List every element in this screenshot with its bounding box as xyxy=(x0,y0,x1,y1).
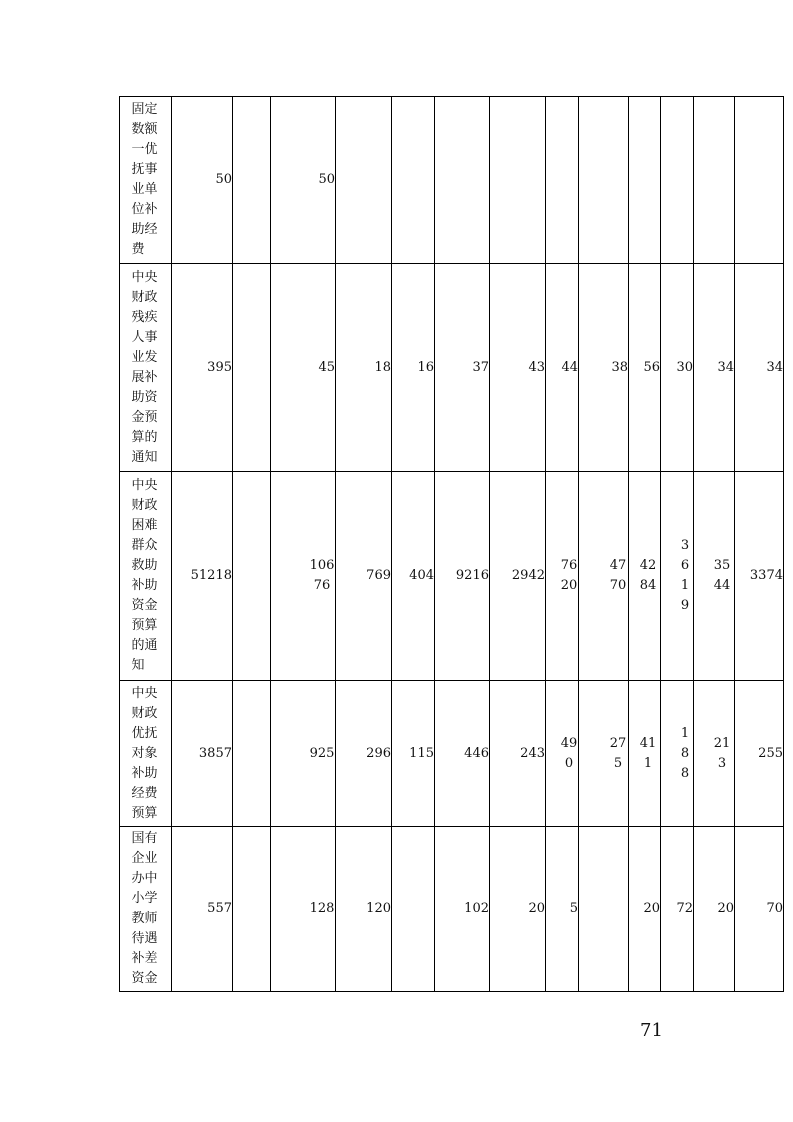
row-label-text: 中央财政优抚对象补助经费预算 xyxy=(131,685,158,821)
table-cell xyxy=(546,97,579,264)
cell-value: 38 xyxy=(611,359,628,375)
cell-value: 557 xyxy=(207,901,232,916)
table-cell xyxy=(735,827,784,992)
table-cell xyxy=(271,264,336,472)
table-cell xyxy=(490,472,546,681)
cell-value: 51218 xyxy=(190,568,232,583)
table-cell xyxy=(546,264,579,472)
table-cell xyxy=(233,472,271,681)
table-cell xyxy=(661,97,694,264)
cell-value: 4284 xyxy=(639,558,657,593)
table-cell xyxy=(435,681,490,827)
table-cell xyxy=(392,827,435,992)
table-cell xyxy=(392,472,435,681)
row-label-text: 国有企业办中小学教师待遇补差资金 xyxy=(131,831,158,986)
row-label-text: 固定数额一优抚事业单位补助经费 xyxy=(131,102,158,257)
table-cell xyxy=(661,472,694,681)
table-cell xyxy=(735,264,784,472)
table-cell xyxy=(490,827,546,992)
cell-value: 7620 xyxy=(560,558,578,593)
cell-value: 296 xyxy=(366,745,391,761)
table-cell xyxy=(629,681,661,827)
cell-value: 43 xyxy=(528,359,545,375)
table-cell xyxy=(661,681,694,827)
table-row xyxy=(120,264,784,472)
table-cell xyxy=(629,264,661,472)
cell-value: 769 xyxy=(366,568,391,583)
table-cell xyxy=(490,264,546,472)
table-cell xyxy=(271,827,336,992)
table-cell xyxy=(172,472,233,681)
table-row xyxy=(120,472,784,681)
table-cell xyxy=(546,472,579,681)
table-cell xyxy=(271,472,336,681)
page-number: 71 xyxy=(640,1020,663,1041)
cell-value: 3374 xyxy=(749,568,783,583)
cell-value: 56 xyxy=(643,359,660,375)
table-cell xyxy=(579,97,629,264)
table-cell xyxy=(271,681,336,827)
cell-value: 3619 xyxy=(680,538,690,613)
table-cell xyxy=(392,97,435,264)
table-cell xyxy=(336,827,392,992)
cell-value: 490 xyxy=(560,735,578,771)
table-cell xyxy=(735,681,784,827)
cell-value: 5 xyxy=(569,901,578,916)
cell-value: 10676 xyxy=(309,558,335,593)
row-label-text: 中央财政困难群众救助补助资金预算的通知 xyxy=(131,478,158,673)
table-cell xyxy=(435,827,490,992)
table-cell xyxy=(735,472,784,681)
table-cell xyxy=(336,472,392,681)
table-cell xyxy=(694,97,735,264)
cell-value: 34 xyxy=(717,359,734,375)
table-cell xyxy=(233,264,271,472)
cell-value: 255 xyxy=(758,745,783,761)
table-cell xyxy=(172,97,233,264)
row-label xyxy=(120,827,172,992)
table-cell xyxy=(629,97,661,264)
table-cell xyxy=(435,97,490,264)
cell-value: 115 xyxy=(409,745,434,761)
row-label xyxy=(120,681,172,827)
cell-value: 243 xyxy=(520,745,545,761)
cell-value: 37 xyxy=(472,359,489,375)
table-cell xyxy=(490,681,546,827)
table-cell xyxy=(629,827,661,992)
table-cell xyxy=(546,827,579,992)
cell-value: 4770 xyxy=(609,558,627,593)
cell-value: 20 xyxy=(528,901,545,916)
cell-value: 18 xyxy=(374,359,391,375)
cell-value: 3857 xyxy=(198,745,232,761)
cell-value: 213 xyxy=(713,735,731,771)
table-cell xyxy=(735,97,784,264)
table-cell xyxy=(579,264,629,472)
table-cell xyxy=(694,472,735,681)
table-cell xyxy=(579,827,629,992)
cell-value: 9216 xyxy=(455,568,489,583)
table-cell xyxy=(579,681,629,827)
table-cell xyxy=(694,264,735,472)
row-label xyxy=(120,472,172,681)
cell-value: 70 xyxy=(766,901,783,916)
cell-value: 411 xyxy=(639,735,657,771)
cell-value: 45 xyxy=(318,359,335,375)
table-cell xyxy=(661,264,694,472)
table-cell xyxy=(172,681,233,827)
table-cell xyxy=(336,97,392,264)
cell-value: 446 xyxy=(464,745,489,761)
table-cell xyxy=(490,97,546,264)
table-row xyxy=(120,681,784,827)
cell-value: 50 xyxy=(318,172,335,187)
cell-value: 395 xyxy=(207,359,232,375)
cell-value: 128 xyxy=(309,901,335,916)
cell-value: 3544 xyxy=(713,558,731,593)
table-cell xyxy=(233,681,271,827)
row-label xyxy=(120,97,172,264)
row-label xyxy=(120,264,172,472)
table-cell xyxy=(435,264,490,472)
cell-value: 44 xyxy=(561,359,578,375)
cell-value: 188 xyxy=(680,725,690,781)
cell-value: 2942 xyxy=(511,568,545,583)
table-cell xyxy=(172,827,233,992)
table-cell xyxy=(233,97,271,264)
cell-value: 102 xyxy=(464,901,489,916)
table-row xyxy=(120,97,784,264)
row-label-text: 中央财政残疾人事业发展补助资金预算的通知 xyxy=(131,269,158,465)
table-cell xyxy=(694,681,735,827)
cell-value: 925 xyxy=(309,745,335,761)
cell-value: 120 xyxy=(366,901,391,916)
table-cell xyxy=(336,264,392,472)
cell-value: 20 xyxy=(717,901,734,916)
cell-value: 20 xyxy=(643,901,660,916)
table-cell xyxy=(392,681,435,827)
table-cell xyxy=(579,472,629,681)
cell-value: 72 xyxy=(676,901,693,916)
cell-value: 50 xyxy=(215,172,232,187)
cell-value: 16 xyxy=(417,359,434,375)
data-table xyxy=(119,96,784,992)
table-row xyxy=(120,827,784,992)
table-cell xyxy=(694,827,735,992)
cell-value: 275 xyxy=(609,735,627,771)
table-cell xyxy=(233,827,271,992)
cell-value: 34 xyxy=(766,359,783,375)
cell-value: 404 xyxy=(409,568,434,583)
table-cell xyxy=(336,681,392,827)
table-cell xyxy=(546,681,579,827)
table-cell xyxy=(172,264,233,472)
table-cell xyxy=(435,472,490,681)
cell-value: 30 xyxy=(676,359,693,375)
table-cell xyxy=(629,472,661,681)
table-cell xyxy=(392,264,435,472)
table-cell xyxy=(271,97,336,264)
table-cell xyxy=(661,827,694,992)
